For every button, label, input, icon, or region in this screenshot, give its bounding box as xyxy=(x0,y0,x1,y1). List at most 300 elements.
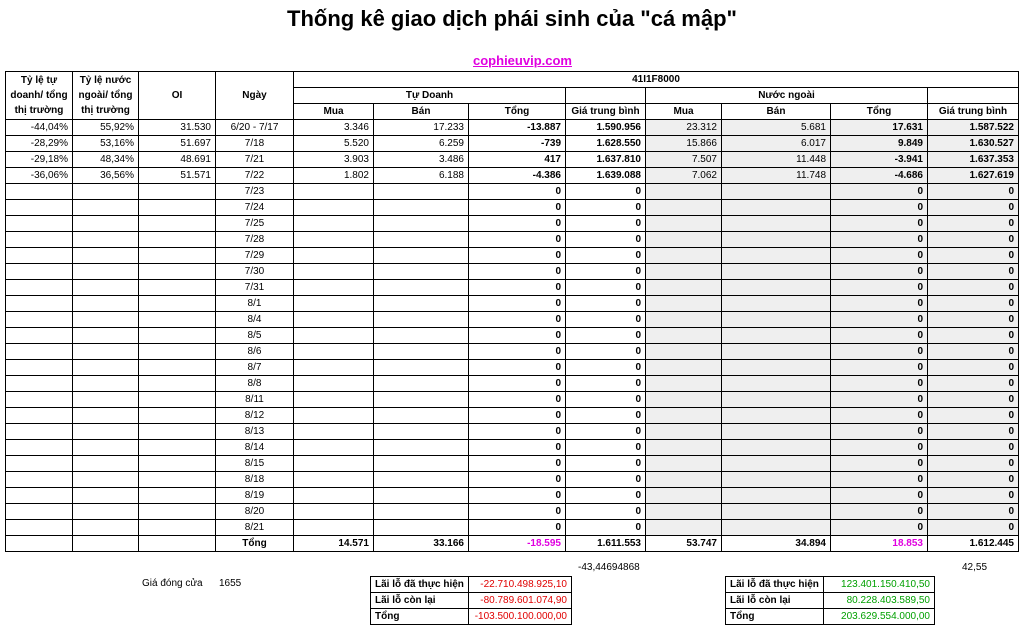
cell-oi xyxy=(139,296,216,312)
cell-oi xyxy=(139,344,216,360)
pl-row xyxy=(726,593,935,609)
cell-date: 8/4 xyxy=(216,312,294,328)
cell-nn-tong: 0 xyxy=(831,488,928,504)
cell-ratio-td xyxy=(6,504,73,520)
cell-oi xyxy=(139,408,216,424)
table-row xyxy=(6,264,1019,280)
cell-td-ban xyxy=(374,456,469,472)
cell-td-mua xyxy=(294,296,374,312)
cell-td-ban xyxy=(374,392,469,408)
cell-nn-ban xyxy=(722,248,831,264)
cell-td-tong: 0 xyxy=(469,328,566,344)
cell-nn-gia: 0 xyxy=(928,504,1019,520)
header-ratio-nn: Tỷ lệ nước ngoài/ tổng thị trường xyxy=(73,72,139,120)
cell-oi xyxy=(139,312,216,328)
cell-ratio-td xyxy=(6,392,73,408)
cell-nn-mua xyxy=(646,376,722,392)
table-body xyxy=(6,120,1019,536)
cell-td-mua xyxy=(294,472,374,488)
cell-td-gia: 0 xyxy=(566,296,646,312)
cell-oi xyxy=(139,504,216,520)
cell-td-tong: 0 xyxy=(469,296,566,312)
cell-ratio-nn xyxy=(73,504,139,520)
cell-nn-mua xyxy=(646,344,722,360)
cell-nn-ban xyxy=(722,232,831,248)
cell-td-mua xyxy=(294,376,374,392)
cell-nn-mua xyxy=(646,296,722,312)
cell-nn-tong: 0 xyxy=(831,472,928,488)
cell-td-tong: 0 xyxy=(469,248,566,264)
cell-nn-ban: 5.681 xyxy=(722,120,831,136)
cell-ratio-nn xyxy=(73,248,139,264)
cell-td-mua: 3.346 xyxy=(294,120,374,136)
cell-nn-mua xyxy=(646,520,722,536)
cell-td-gia: 0 xyxy=(566,408,646,424)
cell-nn-gia: 0 xyxy=(928,216,1019,232)
cell-ratio-td xyxy=(6,248,73,264)
nn-extra-value: 42,55 xyxy=(962,562,988,573)
cell-date: 7/21 xyxy=(216,152,294,168)
cell-nn-tong: 0 xyxy=(831,504,928,520)
table-row xyxy=(6,184,1019,200)
cell-nn-ban xyxy=(722,328,831,344)
cell-nn-mua xyxy=(646,328,722,344)
cell-td-tong: 0 xyxy=(469,344,566,360)
cell-td-ban: 17.233 xyxy=(374,120,469,136)
cell-td-tong: 0 xyxy=(469,424,566,440)
cell-date: 7/29 xyxy=(216,248,294,264)
cell-nn-tong: 0 xyxy=(831,520,928,536)
header-td-gia: Giá trung bình xyxy=(566,104,646,120)
totals-row xyxy=(6,536,1019,552)
header-td-mua: Mua xyxy=(294,104,374,120)
cell-oi xyxy=(139,392,216,408)
cell-nn-gia: 0 xyxy=(928,456,1019,472)
cell-td-ban xyxy=(374,504,469,520)
cell-nn-mua xyxy=(646,200,722,216)
cell-td-tong: 0 xyxy=(469,280,566,296)
cell-ratio-td xyxy=(6,264,73,280)
header-oi: OI xyxy=(139,72,216,120)
cell-oi xyxy=(139,488,216,504)
cell-nn-mua: 7.062 xyxy=(646,168,722,184)
cell-nn-tong: 0 xyxy=(831,408,928,424)
cell-td-ban xyxy=(374,440,469,456)
cell-oi xyxy=(139,520,216,536)
cell-oi xyxy=(139,232,216,248)
cell-date: 7/30 xyxy=(216,264,294,280)
cell-ratio-td xyxy=(6,184,73,200)
cell-td-gia: 0 xyxy=(566,344,646,360)
cell-nn-gia: 0 xyxy=(928,232,1019,248)
total-nn-ban: 34.894 xyxy=(722,536,831,552)
pl-value: -22.710.498.925,10 xyxy=(469,577,572,593)
cell-td-tong: 0 xyxy=(469,408,566,424)
cell-td-ban xyxy=(374,232,469,248)
cell-ratio-nn xyxy=(73,472,139,488)
cell-ratio-nn xyxy=(73,216,139,232)
cell-date: 8/14 xyxy=(216,440,294,456)
cell-nn-mua xyxy=(646,488,722,504)
cell-td-mua xyxy=(294,216,374,232)
cell-nn-ban: 6.017 xyxy=(722,136,831,152)
cell-td-ban xyxy=(374,488,469,504)
cell-nn-gia: 0 xyxy=(928,520,1019,536)
cell-nn-tong: 0 xyxy=(831,440,928,456)
cell-td-mua xyxy=(294,408,374,424)
cell-ratio-nn: 36,56% xyxy=(73,168,139,184)
cell-nn-ban xyxy=(722,216,831,232)
cell-date: 7/31 xyxy=(216,280,294,296)
table-row xyxy=(6,216,1019,232)
cell-nn-tong: 0 xyxy=(831,344,928,360)
cell-td-tong: 417 xyxy=(469,152,566,168)
cell-nn-ban xyxy=(722,264,831,280)
cell-ratio-td xyxy=(6,312,73,328)
cell-ratio-td: -36,06% xyxy=(6,168,73,184)
cell-td-tong: 0 xyxy=(469,376,566,392)
cell-td-mua xyxy=(294,424,374,440)
header-contract: 41I1F8000 xyxy=(294,72,1019,88)
cell-oi xyxy=(139,248,216,264)
pl-label: Lãi lỗ còn lại xyxy=(371,593,469,609)
cell-ratio-nn xyxy=(73,456,139,472)
header-date: Ngày xyxy=(216,72,294,120)
cell-ratio-nn xyxy=(73,520,139,536)
cell-td-mua xyxy=(294,520,374,536)
header-nn-tong: Tổng xyxy=(831,104,928,120)
cell-ratio-nn xyxy=(73,424,139,440)
total-td-mua: 14.571 xyxy=(294,536,374,552)
cell-nn-mua xyxy=(646,232,722,248)
pl-table-tu-doanh xyxy=(370,576,572,625)
cell-td-gia: 1.639.088 xyxy=(566,168,646,184)
cell-nn-tong: 9.849 xyxy=(831,136,928,152)
cell-nn-mua xyxy=(646,264,722,280)
cell-ratio-nn xyxy=(73,408,139,424)
pl-label: Lãi lỗ còn lại xyxy=(726,593,824,609)
cell-nn-gia: 0 xyxy=(928,184,1019,200)
cell-nn-ban: 11.748 xyxy=(722,168,831,184)
cell-nn-tong: 0 xyxy=(831,296,928,312)
cell-nn-ban: 11.448 xyxy=(722,152,831,168)
cell-td-mua: 5.520 xyxy=(294,136,374,152)
close-price-label: Giá đóng cửa xyxy=(142,578,203,589)
cell-nn-gia: 0 xyxy=(928,200,1019,216)
cell-td-mua xyxy=(294,200,374,216)
cell-td-gia: 0 xyxy=(566,424,646,440)
cell-ratio-td xyxy=(6,488,73,504)
cell-nn-tong: -3.941 xyxy=(831,152,928,168)
cell-td-tong: 0 xyxy=(469,488,566,504)
cell-td-gia: 0 xyxy=(566,312,646,328)
cell-ratio-nn xyxy=(73,280,139,296)
pl-row xyxy=(371,593,572,609)
table-row xyxy=(6,344,1019,360)
cell-nn-tong: 0 xyxy=(831,216,928,232)
cell-date: 8/1 xyxy=(216,296,294,312)
page-title: Thống kê giao dịch phái sinh của "cá mập" xyxy=(287,6,737,31)
cell-td-gia: 0 xyxy=(566,440,646,456)
cell-td-gia: 0 xyxy=(566,216,646,232)
cell-td-gia: 0 xyxy=(566,248,646,264)
cell-nn-ban xyxy=(722,280,831,296)
cell-date: 8/11 xyxy=(216,392,294,408)
cell-ratio-td xyxy=(6,472,73,488)
pl-label: Lãi lỗ đã thực hiện xyxy=(371,577,469,593)
source-link[interactable]: cophieuvip.com xyxy=(473,53,572,68)
cell-ratio-td: -29,18% xyxy=(6,152,73,168)
cell-nn-gia: 0 xyxy=(928,488,1019,504)
cell-oi xyxy=(139,200,216,216)
table-row xyxy=(6,136,1019,152)
derivatives-table xyxy=(5,71,1019,552)
cell-nn-tong: 0 xyxy=(831,392,928,408)
cell-td-mua xyxy=(294,232,374,248)
cell-nn-ban xyxy=(722,312,831,328)
cell-oi xyxy=(139,376,216,392)
cell-td-mua: 1.802 xyxy=(294,168,374,184)
cell-date: 8/18 xyxy=(216,472,294,488)
table-row xyxy=(6,200,1019,216)
pl-value: 80.228.403.589,50 xyxy=(824,593,935,609)
cell-td-ban: 6.188 xyxy=(374,168,469,184)
cell-nn-gia: 0 xyxy=(928,280,1019,296)
cell xyxy=(139,536,216,552)
cell-td-gia: 0 xyxy=(566,392,646,408)
cell-nn-gia: 0 xyxy=(928,408,1019,424)
cell-nn-gia: 0 xyxy=(928,472,1019,488)
cell-td-gia: 0 xyxy=(566,520,646,536)
cell-ratio-td xyxy=(6,520,73,536)
cell-oi xyxy=(139,472,216,488)
pl-value: -103.500.100.000,00 xyxy=(469,609,572,625)
cell-nn-ban xyxy=(722,376,831,392)
cell-td-ban xyxy=(374,424,469,440)
cell-nn-gia: 0 xyxy=(928,328,1019,344)
cell-td-tong: 0 xyxy=(469,456,566,472)
cell-td-mua xyxy=(294,440,374,456)
cell-nn-tong: 0 xyxy=(831,264,928,280)
pl-row xyxy=(726,609,935,625)
cell-td-gia: 0 xyxy=(566,232,646,248)
cell-nn-gia: 0 xyxy=(928,248,1019,264)
cell-oi: 51.697 xyxy=(139,136,216,152)
cell-td-tong: 0 xyxy=(469,392,566,408)
cell-td-gia: 0 xyxy=(566,184,646,200)
cell-nn-gia: 0 xyxy=(928,296,1019,312)
cell-td-ban xyxy=(374,216,469,232)
cell-nn-mua xyxy=(646,360,722,376)
cell-date: 7/28 xyxy=(216,232,294,248)
cell-td-gia: 0 xyxy=(566,472,646,488)
cell-td-ban xyxy=(374,408,469,424)
cell-td-mua xyxy=(294,456,374,472)
cell-nn-ban xyxy=(722,440,831,456)
pl-table-nuoc-ngoai xyxy=(725,576,935,625)
total-nn-tong: 18.853 xyxy=(831,536,928,552)
cell-nn-gia: 1.637.353 xyxy=(928,152,1019,168)
cell-nn-ban xyxy=(722,488,831,504)
cell-td-tong: 0 xyxy=(469,312,566,328)
table-row xyxy=(6,408,1019,424)
cell-td-mua xyxy=(294,392,374,408)
cell-nn-ban xyxy=(722,456,831,472)
total-td-ban: 33.166 xyxy=(374,536,469,552)
cell-td-tong: 0 xyxy=(469,184,566,200)
cell-ratio-td xyxy=(6,408,73,424)
pl-row xyxy=(371,609,572,625)
cell-td-ban xyxy=(374,280,469,296)
cell-nn-tong: 0 xyxy=(831,200,928,216)
cell-nn-ban xyxy=(722,408,831,424)
cell-nn-mua xyxy=(646,456,722,472)
total-td-tong: -18.595 xyxy=(469,536,566,552)
cell-td-tong: -4.386 xyxy=(469,168,566,184)
cell-nn-gia: 0 xyxy=(928,360,1019,376)
header-td-tong: Tổng xyxy=(469,104,566,120)
table-row xyxy=(6,328,1019,344)
cell-td-tong: 0 xyxy=(469,232,566,248)
cell-td-ban xyxy=(374,312,469,328)
cell-td-gia: 0 xyxy=(566,360,646,376)
cell-td-tong: 0 xyxy=(469,440,566,456)
cell-ratio-nn xyxy=(73,296,139,312)
cell-date: 7/23 xyxy=(216,184,294,200)
cell-td-ban: 3.486 xyxy=(374,152,469,168)
cell-nn-mua xyxy=(646,392,722,408)
cell-td-tong: -13.887 xyxy=(469,120,566,136)
cell-td-ban xyxy=(374,472,469,488)
table-row xyxy=(6,296,1019,312)
cell-nn-ban xyxy=(722,472,831,488)
table-row xyxy=(6,360,1019,376)
cell-date: 7/22 xyxy=(216,168,294,184)
cell-nn-mua xyxy=(646,216,722,232)
cell-ratio-nn xyxy=(73,440,139,456)
table-row xyxy=(6,232,1019,248)
cell-td-mua xyxy=(294,280,374,296)
cell-ratio-td xyxy=(6,232,73,248)
cell-date: 8/21 xyxy=(216,520,294,536)
cell-nn-gia: 0 xyxy=(928,440,1019,456)
total-nn-mua: 53.747 xyxy=(646,536,722,552)
table-row xyxy=(6,168,1019,184)
cell-date: 8/13 xyxy=(216,424,294,440)
cell-nn-ban xyxy=(722,520,831,536)
table-row xyxy=(6,488,1019,504)
cell-td-ban xyxy=(374,520,469,536)
cell-td-gia: 1.637.810 xyxy=(566,152,646,168)
cell-date: 8/6 xyxy=(216,344,294,360)
cell-ratio-nn xyxy=(73,376,139,392)
cell-date: 8/12 xyxy=(216,408,294,424)
cell-date: 8/19 xyxy=(216,488,294,504)
cell-date: 7/18 xyxy=(216,136,294,152)
pl-row xyxy=(371,577,572,593)
cell-ratio-td xyxy=(6,440,73,456)
cell-nn-gia: 0 xyxy=(928,312,1019,328)
cell-nn-ban xyxy=(722,200,831,216)
cell-ratio-nn: 53,16% xyxy=(73,136,139,152)
table-row xyxy=(6,376,1019,392)
table-row xyxy=(6,424,1019,440)
cell-date: 8/20 xyxy=(216,504,294,520)
cell-nn-mua xyxy=(646,248,722,264)
cell-nn-mua xyxy=(646,504,722,520)
cell-td-mua xyxy=(294,344,374,360)
cell xyxy=(6,536,73,552)
header-nn-ban: Bán xyxy=(722,104,831,120)
cell-date: 8/7 xyxy=(216,360,294,376)
cell-ratio-nn xyxy=(73,200,139,216)
cell-nn-tong: 0 xyxy=(831,328,928,344)
cell-ratio-nn xyxy=(73,392,139,408)
cell-td-gia: 0 xyxy=(566,376,646,392)
cell-nn-gia: 0 xyxy=(928,264,1019,280)
cell-ratio-td: -28,29% xyxy=(6,136,73,152)
cell-ratio-nn xyxy=(73,312,139,328)
table-row xyxy=(6,504,1019,520)
pl-value: 123.401.150.410,50 xyxy=(824,577,935,593)
cell-td-tong: 0 xyxy=(469,472,566,488)
cell-nn-tong: 0 xyxy=(831,424,928,440)
table-row xyxy=(6,456,1019,472)
cell-nn-tong: 0 xyxy=(831,376,928,392)
header-spacer xyxy=(566,88,646,104)
cell-date: 8/5 xyxy=(216,328,294,344)
cell-ratio-nn xyxy=(73,360,139,376)
cell-date: 7/25 xyxy=(216,216,294,232)
cell-oi xyxy=(139,184,216,200)
cell-nn-mua xyxy=(646,440,722,456)
cell-nn-gia: 1.587.522 xyxy=(928,120,1019,136)
cell-td-mua xyxy=(294,328,374,344)
header-tu-doanh: Tự Doanh xyxy=(294,88,566,104)
cell-td-mua xyxy=(294,504,374,520)
cell-td-ban xyxy=(374,296,469,312)
cell-ratio-td xyxy=(6,456,73,472)
cell-nn-ban xyxy=(722,296,831,312)
cell-date: 7/24 xyxy=(216,200,294,216)
cell-td-gia: 0 xyxy=(566,264,646,280)
cell-nn-gia: 1.627.619 xyxy=(928,168,1019,184)
cell-td-gia: 0 xyxy=(566,456,646,472)
cell-nn-ban xyxy=(722,504,831,520)
cell-td-mua: 3.903 xyxy=(294,152,374,168)
cell-td-gia: 1.628.550 xyxy=(566,136,646,152)
cell-oi xyxy=(139,328,216,344)
cell-oi xyxy=(139,360,216,376)
cell-nn-gia: 0 xyxy=(928,424,1019,440)
cell-td-tong: 0 xyxy=(469,200,566,216)
cell-oi xyxy=(139,456,216,472)
table-row xyxy=(6,248,1019,264)
cell-ratio-td: -44,04% xyxy=(6,120,73,136)
table-row xyxy=(6,120,1019,136)
cell-ratio-nn xyxy=(73,488,139,504)
cell-nn-tong: 17.631 xyxy=(831,120,928,136)
cell-nn-mua xyxy=(646,408,722,424)
cell-td-gia: 1.590.956 xyxy=(566,120,646,136)
cell-td-ban xyxy=(374,360,469,376)
cell-nn-gia: 0 xyxy=(928,376,1019,392)
td-extra-value: -43,44694868 xyxy=(578,562,640,573)
cell-td-mua xyxy=(294,360,374,376)
cell-nn-tong: 0 xyxy=(831,280,928,296)
cell-oi: 48.691 xyxy=(139,152,216,168)
cell-ratio-td xyxy=(6,344,73,360)
